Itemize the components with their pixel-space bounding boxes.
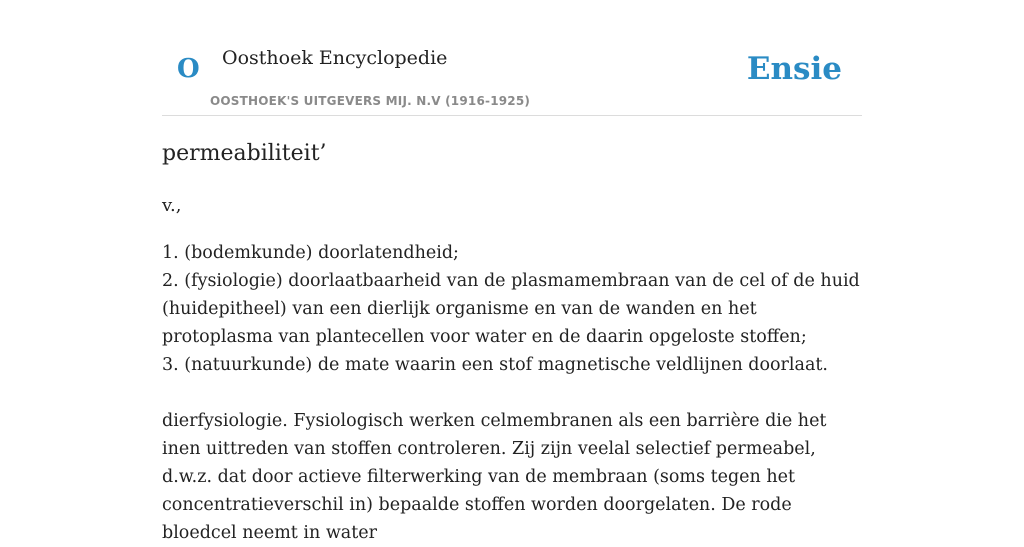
definition-list [162, 239, 862, 379]
entry-gender: v., [162, 195, 182, 216]
publication-logo[interactable]: O [177, 54, 200, 84]
entry-body-text: dierfysiologie. Fysiologisch werken celmembranen als een barrière die het inen uittreden van stoffen controleren. Zij zijn veelal selectief permeabel, d.w.z. dat door actieve filterwerking van de membraan (soms tegen het concentratieverschil in) bepaalde stoffen worden doorgelaten. De rode bloedcel neemt in water [162, 411, 827, 543]
definition-item: 3. (natuurkunde) de mate waarin een stof magnetische veldlijnen doorlaat. [162, 355, 828, 375]
entry-title: permeabiliteit’ [162, 141, 327, 166]
definition-item: 1. (bodemkunde) doorlatendheid; [162, 243, 459, 263]
brand-logo[interactable]: Ensie [746, 51, 842, 87]
source-header [162, 0, 862, 116]
publisher-line: OOSTHOEK'S UITGEVERS MIJ. N.V (1916-1925) [210, 94, 531, 108]
publication-title[interactable]: Oosthoek Encyclopedie [222, 47, 448, 69]
definition-item: 2. (fysiologie) doorlaatbaarheid van de plasmamembraan van de cel of de huid (huidepitheel) van een dierlijk organisme en van de wanden en het protoplasma van plantecellen voor water en de daarin opgeloste stoffen; [162, 271, 860, 347]
page-content [162, 0, 862, 543]
